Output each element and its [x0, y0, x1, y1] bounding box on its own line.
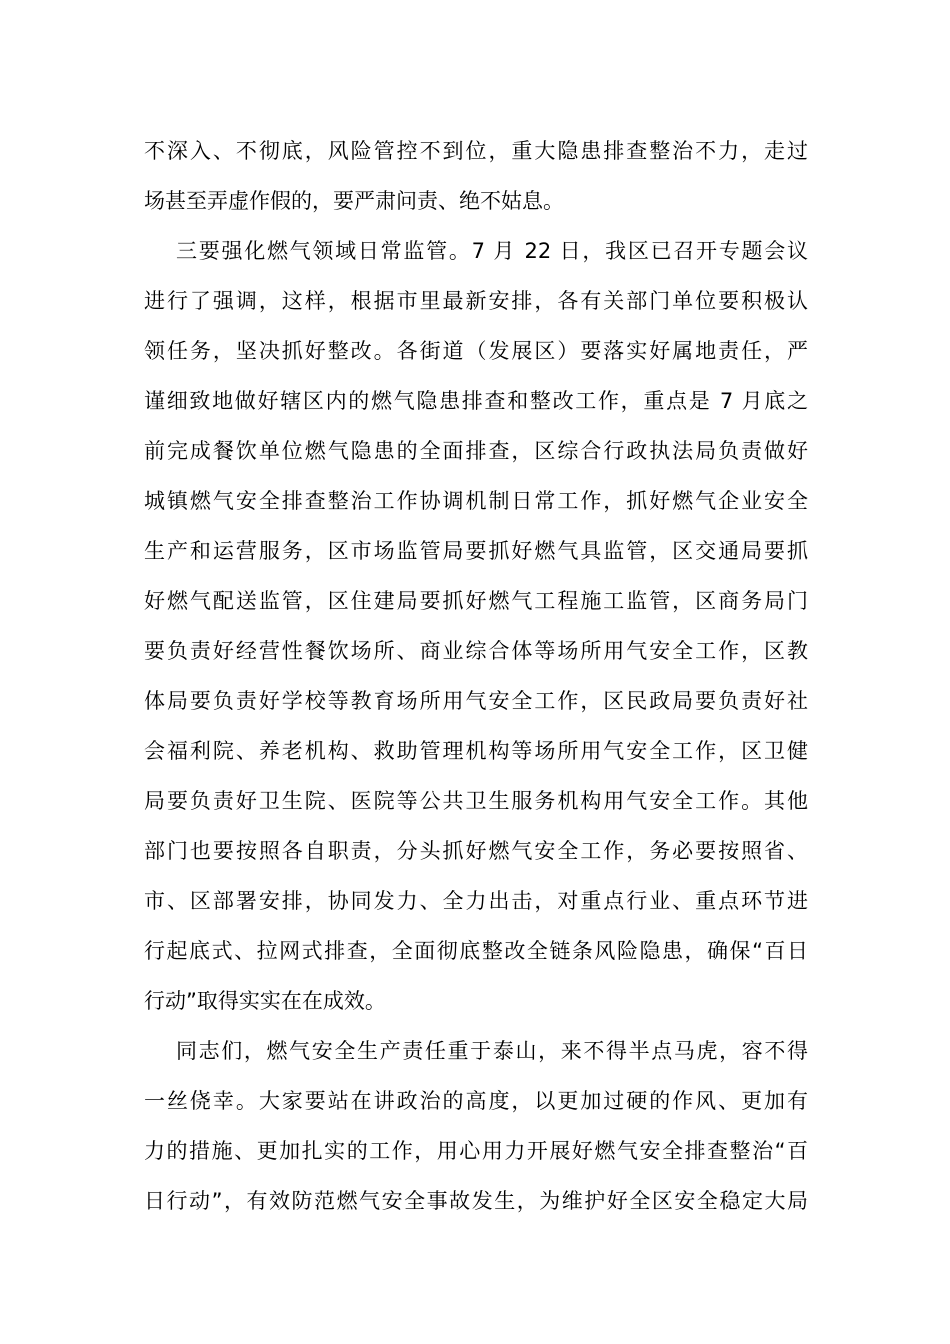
text-line: 进行了强调，这样，根据市里最新安排，各有关部门单位要积极认: [144, 289, 808, 313]
text-line: 日行动”，有效防范燃气安全事故发生，为维护好全区安全稳定大局: [144, 1189, 808, 1213]
text-line: 行起底式、拉网式排查，全面彻底整改全链条风险隐患，确保“百日: [144, 939, 808, 963]
text-line: 行动”取得实实在在成效。: [144, 989, 386, 1013]
text-line: 一丝侥幸。大家要站在讲政治的高度，以更加过硬的作风、更加有: [144, 1089, 808, 1113]
text-line: 领任务，坚决抓好整改。各街道（发展区）要落实好属地责任，严: [144, 339, 808, 363]
text-line: 体局要负责好学校等教育场所用气安全工作，区民政局要负责好社: [144, 689, 808, 713]
text-line: 生产和运营服务，区市场监管局要抓好燃气具监管，区交通局要抓: [144, 539, 808, 563]
text-line: 好燃气配送监管，区住建局要抓好燃气工程施工监管，区商务局门: [144, 589, 808, 613]
text-line: 局要负责好卫生院、医院等公共卫生服务机构用气安全工作。其他: [144, 789, 808, 813]
text-line: 谨细致地做好辖区内的燃气隐患排查和整改工作，重点是 7 月底之: [144, 389, 808, 413]
text-line: 市、区部署安排，协同发力、全力出击，对重点行业、重点环节进: [144, 889, 808, 913]
text-line: 城镇燃气安全排查整治工作协调机制日常工作，抓好燃气企业安全: [144, 489, 808, 513]
text-line: 力的措施、更加扎实的工作，用心用力开展好燃气安全排查整治“百: [144, 1139, 808, 1163]
document-body: [144, 126, 808, 1226]
text-line: 场甚至弄虚作假的，要严肃问责、绝不姑息。: [144, 189, 564, 213]
text-line: 不深入、不彻底，风险管控不到位，重大隐患排查整治不力，走过: [144, 139, 808, 163]
paragraph-start-line: 同志们，燃气安全生产责任重于泰山，来不得半点马虎，容不得: [176, 1039, 808, 1063]
paragraph-start-line: 三要强化燃气领域日常监管。7 月 22 日，我区已召开专题会议: [176, 239, 808, 263]
text-line: 会福利院、养老机构、救助管理机构等场所用气安全工作，区卫健: [144, 739, 808, 763]
text-line: 部门也要按照各自职责，分头抓好燃气安全工作，务必要按照省、: [144, 839, 808, 863]
text-line: 要负责好经营性餐饮场所、商业综合体等场所用气安全工作，区教: [144, 639, 808, 663]
text-line: 前完成餐饮单位燃气隐患的全面排查，区综合行政执法局负责做好: [144, 439, 808, 463]
